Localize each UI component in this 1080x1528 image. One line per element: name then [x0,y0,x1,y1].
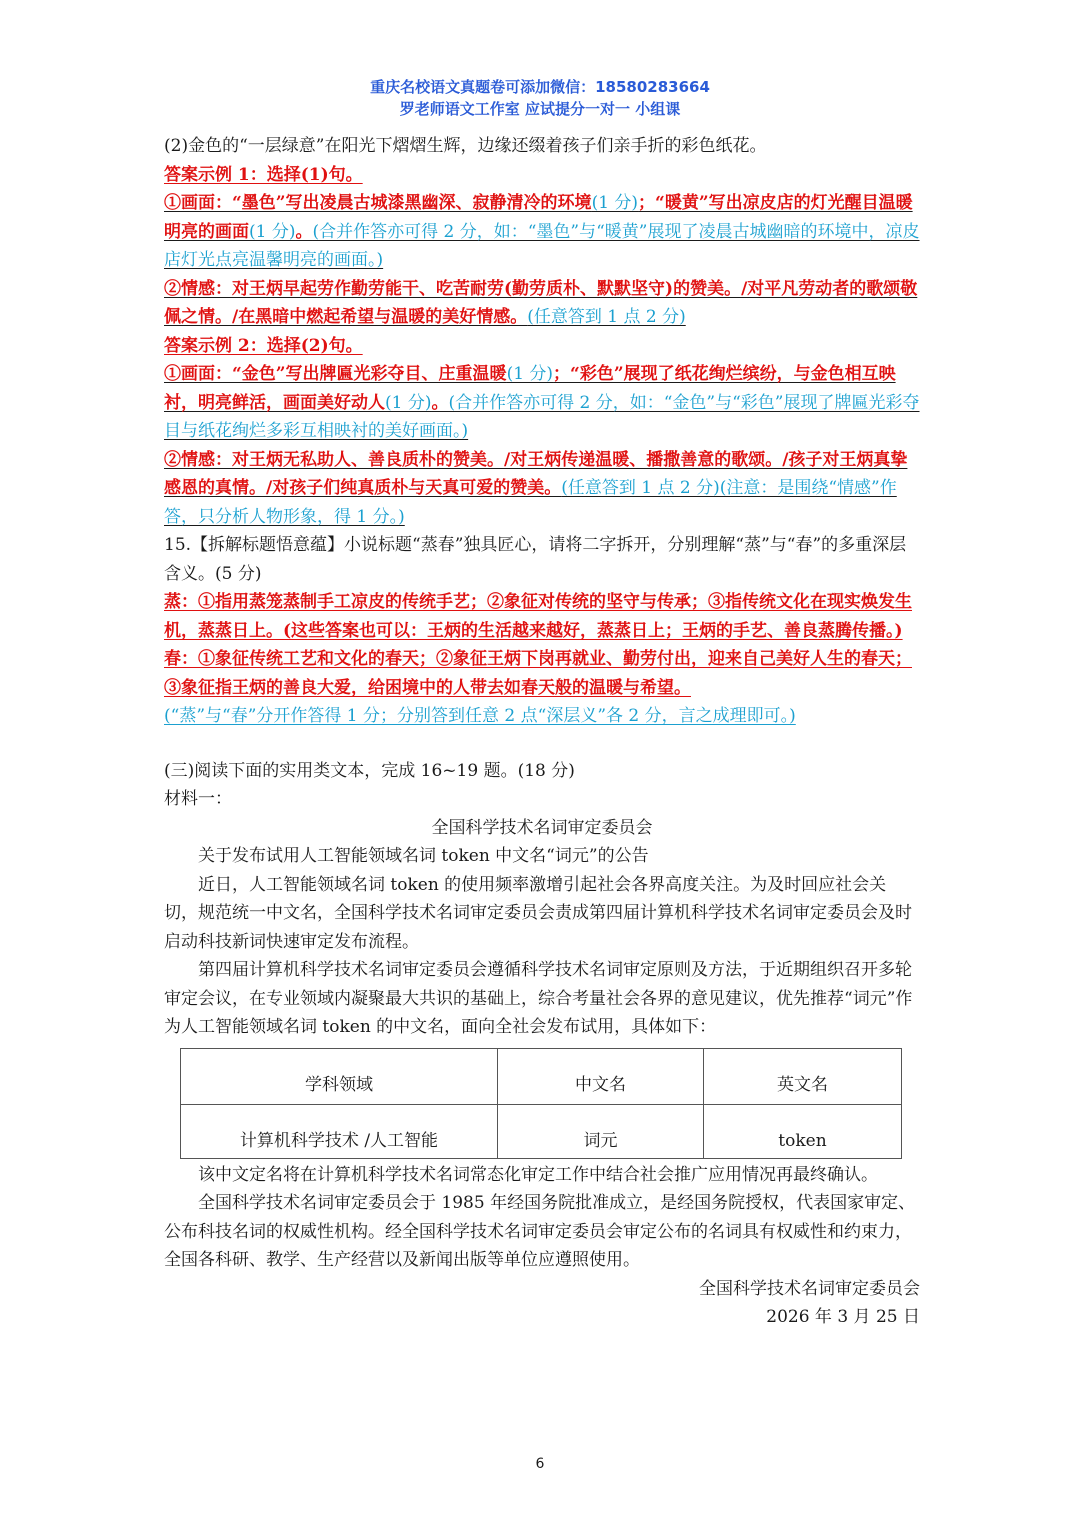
answer-example-2-emotion [164,446,920,532]
answer-zheng: 蒸：①指用蒸笼蒸制手工凉皮的传统手艺；②象征对传统的坚守与传承；③指传统文化在现实焕发生机，蒸蒸日上。(这些答案也可以：王炳的生活越来越好，蒸蒸日上；王炳的手艺、善良蒸腾传播。) [164,592,912,641]
answer-example-1-title: 答案示例 1：选择(1)句。 [164,164,363,185]
table-header-cell: 英文名 [704,1048,902,1104]
answer-text: ①画面：“墨色”写出凌晨古城漆黑幽深、寂静清冷的环境 [164,193,592,213]
q14-item-2: (2)金色的“一层绿意”在阳光下熠熠生辉，边缘还缀着孩子们亲手折的彩色纸花。 [164,136,767,156]
answer-text: 。 [295,221,313,242]
header-studio-line: 罗老师语文工作室 应试提分一对一 小组课 [399,100,681,118]
answer-text: ②情感：对王炳无私助人、善良质朴的赞美。/对王炳传递温暖、播撒善意的歌颂。/孩子对王炳真挚感恩的真情。/对孩子们纯真质朴与天真可爱的赞美。 [164,449,908,498]
term-table [180,1048,902,1159]
header-contact-line: 重庆名校语文真题卷可添加微信：18580283664 [370,78,710,96]
table-cell: 计算机科学技术 /人工智能 [181,1104,498,1158]
answer-text: ；“彩色”展现了纸花绚烂缤纷，与金色相互映衬，明亮鲜活，画面美好动人 [164,364,896,413]
score-note: (1 分) [385,392,432,413]
score-note: (合并作答亦可得 2 分，如：“金色”与“彩色”展现了牌匾光彩夺目与纸花绚烂多彩互相映衬的美好画面。) [164,392,920,441]
question-15: 15.【拆解标题悟意蕴】小说标题“蒸春”独具匠心，请将二字拆开，分别理解“蒸”与“春”的多重深层含义。(5 分) [164,535,907,584]
answer-text: ；“暖黄”写出凉皮店的灯光醒目温暖明亮的画面 [164,193,913,242]
table-row [181,1104,902,1158]
notice-paragraph-2: 第四届计算机科学技术名词审定委员会遵循科学技术名词审定原则及方法，于近期组织召开多轮审定会议，在专业领域内凝聚最大共识的基础上，综合考量社会各界的意见建议，优先推荐“词元”作为人工智能领域名词 token 的中文名，面向全社会发布试用，具体如下： [164,960,913,1037]
notice-paragraph-4: 全国科学技术名词审定委员会于 1985 年经国务院批准成立，是经国务院授权，代表国家审定、公布科技名词的权威性机构。经全国科学技术名词审定委员会审定公布的名词具有权威性和约束力，全国各科研、教学、生产经营以及新闻出版等单位应遵照使用。 [164,1193,916,1270]
answer-example-1-picture [164,189,920,275]
answer-example-2-picture [164,360,920,446]
notice-paragraph-3: 该中文定名将在计算机科学技术名词常态化审定工作中结合社会推广应用情况再最终确认。 [198,1164,878,1185]
table-cell: token [704,1104,902,1158]
notice-paragraph-1: 近日，人工智能领域名词 token 的使用频率激增引起社会各界高度关注。为及时回应社会关切，规范统一中文名，全国科学技术名词审定委员会责成第四届计算机科学技术名词审定委员会及时启动科技新词快速审定发布流程。 [164,874,912,952]
table-header-row [181,1048,902,1104]
table-cell: 词元 [498,1104,704,1158]
page-content [164,132,920,1332]
score-note: (1 分) [249,221,296,242]
score-note: (1 分) [506,364,554,384]
answer-chun: 春：①象征传统工艺和文化的春天；②象征王炳下岗再就业、勤劳付出，迎来自己美好人生的春天；③象征指王炳的善良大爱，给困境中的人带去如春天般的温暖与希望。 [164,649,912,698]
notice-date: 2026 年 3 月 25 日 [766,1307,920,1327]
notice-signature: 全国科学技术名词审定委员会 [699,1278,920,1299]
notice-org-title: 全国科学技术名词审定委员会 [431,817,653,838]
scoring-note-15: (“蒸”与“春”分开作答得 1 分；分别答到任意 2 点“深层义”各 2 分，言之成理即可。) [164,706,796,726]
answer-text: 。 [431,392,449,413]
page-number: 6 [535,1456,545,1472]
table-header-cell: 中文名 [498,1048,704,1104]
score-note: (1 分) [591,193,639,213]
notice-title: 关于发布试用人工智能领域名词 token 中文名“词元”的公告 [198,846,649,866]
answer-text: ①画面：“金色”写出牌匾光彩夺目、庄重温暖 [164,364,507,384]
answer-example-1-emotion [164,275,920,332]
section-3-intro: (三)阅读下面的实用类文本，完成 16~19 题。(18 分) [164,760,575,781]
score-note: (任意答到 1 点 2 分)(注意：是围绕“情感”作答，只分析人物形象，得 1 分。) [164,478,897,527]
table-header-cell: 学科领域 [181,1048,498,1104]
score-note: (合并作答亦可得 2 分，如：“墨色”与“暖黄”展现了凌晨古城幽暗的环境中，凉皮店灯光点亮温馨明亮的画面。) [164,221,920,270]
section-gap [164,731,920,757]
answer-text: ②情感：对王炳早起劳作勤劳能干、吃苦耐劳(勤劳质朴、默默坚守)的赞美。/对平凡劳动者的歌颂敬佩之情。/在黑暗中燃起希望与温暖的美好情感。 [164,278,918,327]
answer-example-2-title: 答案示例 2：选择(2)句。 [164,335,363,356]
page-header [0,76,1080,120]
score-note: (任意答到 1 点 2 分) [527,307,686,327]
material-label: 材料一： [164,789,232,809]
